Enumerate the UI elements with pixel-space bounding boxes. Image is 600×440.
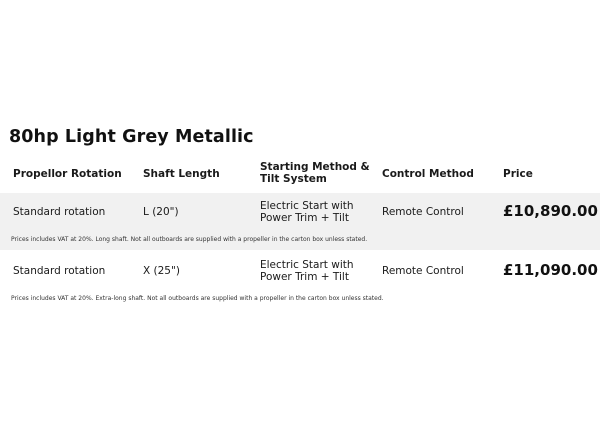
product-title: 80hp Light Grey Metallic [9,127,254,147]
cell-starting-method [260,259,354,283]
header-price: Price [503,168,533,180]
cell-price: £10,890.00 [503,202,598,220]
table-row [0,252,600,309]
cell-starting-method-line2: Power Trim + Tilt [260,212,349,224]
cell-starting-method-line1: Electric Start with [260,259,354,271]
header-shaft-length: Shaft Length [143,168,220,180]
header-control-method: Control Method [382,168,474,180]
cell-control-method: Remote Control [382,206,464,218]
row-note: Prices includes VAT at 20%. Extra-long shaft. Not all outboards are supplied with a propeller in the carton box unless stated. [11,295,384,302]
header-starting-method [260,161,370,185]
cell-price: £11,090.00 [503,261,598,279]
cell-starting-method [260,200,354,224]
table-header [0,160,600,192]
header-propellor-rotation: Propellor Rotation [13,168,122,180]
row-note: Prices includes VAT at 20%. Long shaft. Not all outboards are supplied with a propeller in the carton box unless stated. [11,236,368,243]
cell-rotation: Standard rotation [13,206,106,218]
cell-control-method: Remote Control [382,265,464,277]
table-row [0,193,600,250]
header-starting-method-line2: Tilt System [260,173,327,185]
cell-rotation: Standard rotation [13,265,106,277]
cell-starting-method-line2: Power Trim + Tilt [260,271,349,283]
cell-starting-method-line1: Electric Start with [260,200,354,212]
header-starting-method-line1: Starting Method & [260,161,370,173]
cell-shaft-length: L (20") [143,206,179,218]
cell-shaft-length: X (25") [143,265,180,277]
